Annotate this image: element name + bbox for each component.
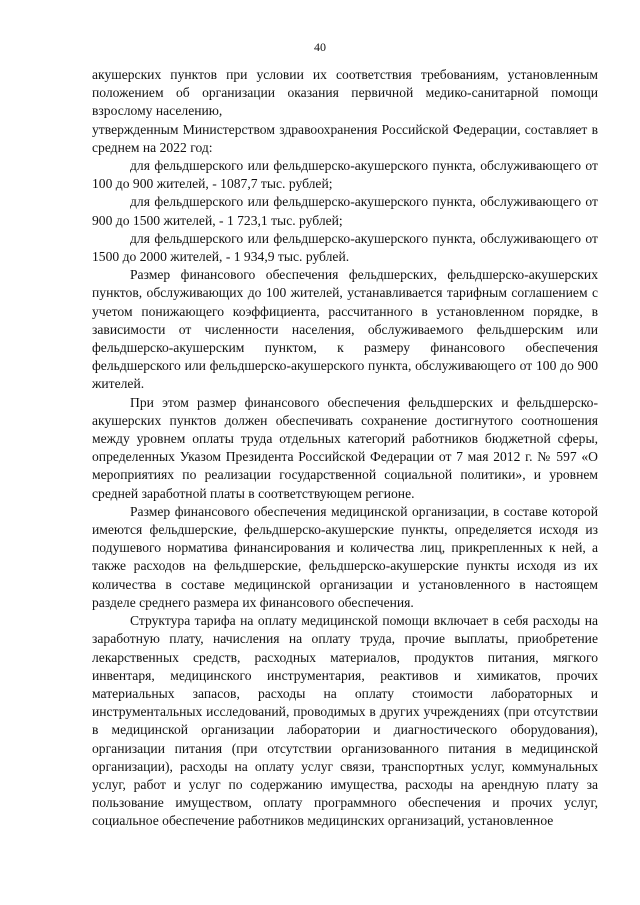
paragraph: для фельдшерского или фельдшерско-акушерского пункта, обслуживающего от 1500 до 2000 жителей, - 1 934,9 тыс. рублей. (92, 230, 598, 265)
paragraph: Размер финансового обеспечения фельдшерских, фельдшерско-акушерских пунктов, обслуживающих до 100 жителей, устанавливается тарифным соглашением с учетом понижающего коэффициента, рассчитанного в установленном порядке, в зависимости от численности населения, обслуживаемого фельдшерским или фельдшерско-акушерским пунктом, к размеру финансового обеспечения фельдшерского или фельдшерско-акушерского пункта, обслуживающего от 100 до 900 жителей. (92, 267, 598, 392)
paragraph: для фельдшерского или фельдшерско-акушерского пункта, обслуживающего от 100 до 900 жителей, - 1087,7 тыс. рублей; (92, 158, 598, 192)
paragraph: При этом размер финансового обеспечения фельдшерских и фельдшерско-акушерских пунктов должен обеспечивать сохранение достигнутого соотношения между уровнем оплаты труда отдельных категорий работников бюджетной сферы, определенных Указом Президента Российской Федерации от 7 мая 2012 г. № 597 «О мероприятиях по реализации государственной социальной политики», и уровнем средней заработной платы в соответствующем регионе. (92, 394, 598, 501)
paragraph: Структура тарифа на оплату медицинской помощи включает в себя расходы на заработную плату, начисления на оплату труда, прочие выплаты, приобретение лекарственных средств, расходных материалов, продуктов питания, мягкого инвентаря, медицинского инструментария, реактивов и химикатов, прочих материальных запасов, расходы на оплату стоимости лабораторных и инструментальных исследований, проводимых в других учреждениях (при отсутствии в медицинской организации лаборатории и диагностического оборудования), организации питания (при отсутствии организованного питания в медицинской организации), расходы на оплату услуг связи, транспортных услуг, коммунальных услуг, работ и услуг по содержанию имущества, расходы на арендную плату за пользование имуществом, оплату программного обеспечения и прочих услуг, социальное обеспечение работников медицинских организаций, установленное (92, 613, 598, 829)
paragraph: для фельдшерского или фельдшерско-акушерского пункта, обслуживающего от 900 до 1500 жителей, - 1 723,1 тыс. рублей; (92, 194, 598, 228)
paragraph: акушерских пунктов при условии их соответствия требованиям, установленным положением об организации оказания первичной медико-санитарной помощи взрослому населению, (92, 67, 598, 119)
document-body (92, 66, 598, 831)
page-number: 40 (314, 40, 326, 54)
paragraph: утвержденным Министерством здравоохранения Российской Федерации, составляет в среднем на 2022 год: (92, 121, 598, 155)
paragraph: Размер финансового обеспечения медицинской организации, в составе которой имеются фельдшерские, фельдшерско-акушерские пункты, определяется исходя из подушевого норматива финансирования и количества лиц, прикрепленных к ней, а также расходов на фельдшерские, фельдшерско-акушерские пункты исходя из их количества в составе медицинской организации и установленного в настоящем разделе среднего размера их финансового обеспечения. (92, 503, 598, 610)
